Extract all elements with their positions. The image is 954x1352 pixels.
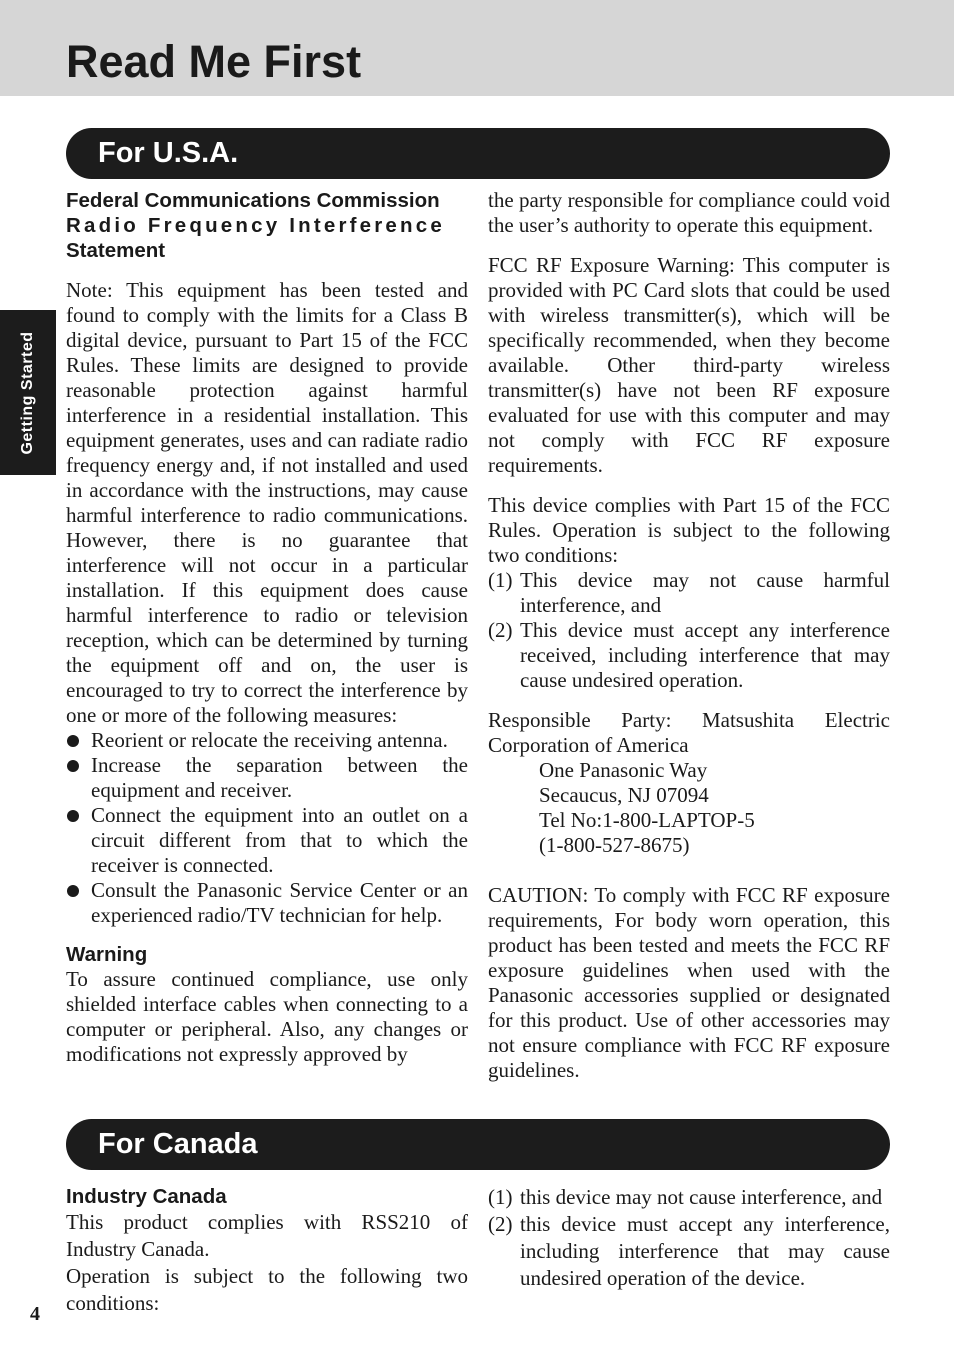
condition-item xyxy=(488,568,890,618)
section-header-canada xyxy=(66,1119,890,1170)
measure-text: Consult the Panasonic Service Center or an experienced radio/TV technician for help. xyxy=(91,878,468,927)
measure-list-item xyxy=(66,728,468,753)
condition-item xyxy=(488,618,890,693)
measure-list-item xyxy=(66,753,468,803)
warning-heading: Warning xyxy=(66,943,148,966)
condition-text: This device must accept any interference received, including interference that may cause undesired operation. xyxy=(520,618,890,692)
rss-paragraph: This product complies with RSS210 of Industry Canada. xyxy=(66,1210,468,1261)
industry-canada-heading: Industry Canada xyxy=(66,1185,227,1208)
fcc-heading-line-1: Federal Communications Commission xyxy=(66,189,440,212)
condition-text: this device may not cause interference, and xyxy=(520,1185,883,1209)
measure-text: Increase the separation between the equipment and receiver. xyxy=(91,753,468,802)
usa-right-column xyxy=(488,188,890,1083)
condition-number: (1) xyxy=(488,568,513,592)
bullet-icon xyxy=(67,885,79,897)
bullet-icon xyxy=(67,735,79,747)
warning-continued-paragraph: the party responsible for compliance could void the user’s authority to operate this equipment. xyxy=(488,188,890,237)
page-number: 4 xyxy=(30,1303,40,1325)
caution-paragraph: CAUTION: To comply with FCC RF exposure requirements, For body worn operation, this product has been tested and meets the FCC RF exposure guidelines when used with the Panasonic accessories supplied or designated for this product. Use of other accessories may not ensure compliance with FCC RF exposure guidelines. xyxy=(488,883,890,1082)
address-line: One Panasonic Way xyxy=(539,758,708,782)
fcc-heading-line-2: Radio Frequency Interference xyxy=(66,214,445,237)
usa-left-column xyxy=(66,188,468,1067)
rf-exposure-warning-paragraph: FCC RF Exposure Warning: This computer is provided with PC Card slots that could be used with wireless transmitter(s), which will be specifically recommended, when they become available. Other third-party wireless transmitter(s) have not been RF exposure evaluated for use with this computer and may not comply with FCC RF exposure requirements. xyxy=(488,253,890,477)
address-line: Secaucus, NJ 07094 xyxy=(539,783,709,807)
fcc-note-paragraph: Note: This equipment has been tested and found to comply with the limits for a Class B digital device, pursuant to Part 15 of the FCC Rules. These limits are designed to provide reasonable protection against harmful interference in a residential installation. This equipment generates, uses and can radiate radio frequency energy and, if not installed and used in accordance with the instructions, may cause harmful interference to radio communications. However, there is no guarantee that interference will not occur in a particular installation. If this equipment does cause harmful interference to radio or television reception, which can be determined by turning the equipment off and on, the user is encouraged to try to correct the interference by one or more of the following measures: xyxy=(66,278,468,727)
section-title-usa: For U.S.A. xyxy=(98,137,239,169)
measure-text: Reorient or relocate the receiving antenna. xyxy=(91,728,448,752)
measure-list-item xyxy=(66,803,468,878)
fcc-heading-line-3: Statement xyxy=(66,239,166,262)
section-header-usa xyxy=(66,128,890,179)
section-title-canada: For Canada xyxy=(98,1128,258,1160)
side-tab-label: Getting Started xyxy=(19,330,36,455)
measure-list-item xyxy=(66,878,468,928)
bullet-icon xyxy=(67,760,79,772)
condition-number: (1) xyxy=(488,1185,513,1209)
bullet-icon xyxy=(67,810,79,822)
side-tab xyxy=(0,310,56,475)
part15-intro-paragraph: This device complies with Part 15 of the FCC Rules. Operation is subject to the following two conditions: xyxy=(488,493,890,567)
condition-item xyxy=(488,1211,890,1292)
responsible-party: Responsible Party: Matsushita Electric Corporation of America xyxy=(488,708,890,757)
address-line: (1-800-527-8675) xyxy=(539,833,690,857)
measure-text: Connect the equipment into an outlet on a circuit different from that to which the receiver is connected. xyxy=(91,803,468,877)
condition-number: (2) xyxy=(488,618,513,642)
warning-paragraph: To assure continued compliance, use only shielded interface cables when connecting to a computer or peripheral. Also, any changes or modifications not expressly approved by xyxy=(66,967,468,1066)
canada-left-column xyxy=(66,1184,468,1317)
condition-number: (2) xyxy=(488,1212,513,1236)
page-title: Read Me First xyxy=(66,36,362,87)
operation-paragraph: Operation is subject to the following two conditions: xyxy=(66,1264,468,1315)
condition-text: This device may not cause harmful interference, and xyxy=(520,568,890,617)
fcc-heading xyxy=(66,188,468,263)
condition-text: this device must accept any interference, including interference that may cause undesired operation of the device. xyxy=(520,1212,890,1290)
canada-right-column xyxy=(488,1184,890,1292)
condition-item xyxy=(488,1184,890,1211)
address-line: Tel No:1-800-LAPTOP-5 xyxy=(539,808,755,832)
